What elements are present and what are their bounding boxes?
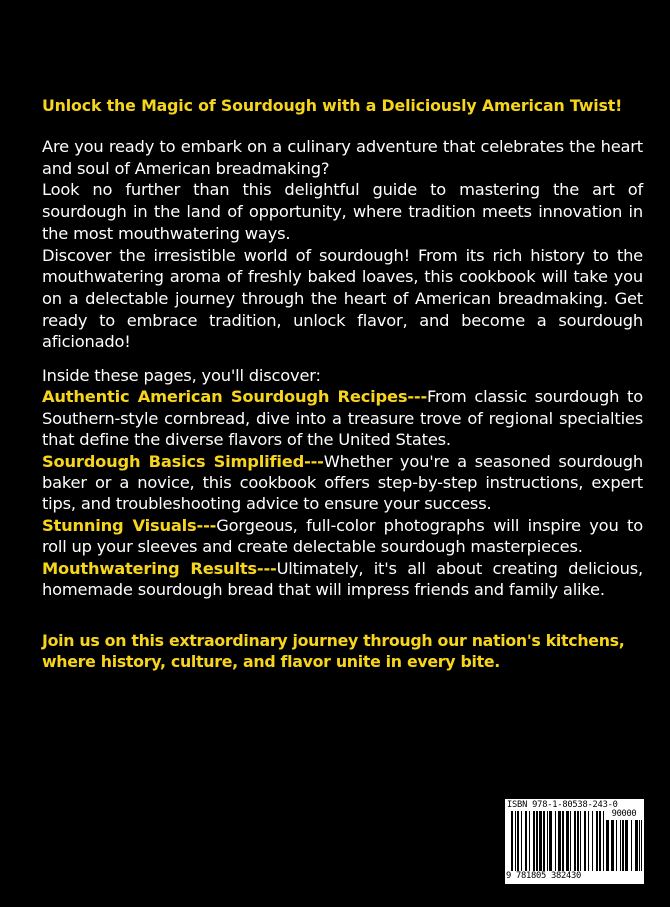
headline: Unlock the Magic of Sourdough with a Deliciously American Twist! — [42, 96, 623, 115]
features-section — [42, 365, 643, 600]
price-code: 90000 — [611, 809, 637, 819]
feature-text: From classic sourdough to Southern-style cornbread, dive into a treasure trove of regional specialties that define the diverse flavors of the United States. — [42, 387, 643, 450]
feature-label: Authentic American Sourdough Recipes--- — [42, 387, 427, 407]
feature-label: Mouthwatering Results--- — [42, 558, 277, 578]
intro-paragraph: Are you ready to embark on a culinary adventure that celebrates the heart and soul of American breadmaking? — [42, 137, 643, 178]
feature-item — [42, 386, 643, 450]
feature-text: Whether you're a seasoned sourdough baker or a novice, this cookbook offers step-by-step instructions, expert tips, and troubleshooting advice to ensure your success. — [42, 451, 643, 514]
isbn-label: ISBN 978-1-80538-243-0 — [507, 800, 618, 810]
barcode-addon-bars — [606, 820, 642, 871]
features-lead: Inside these pages, you'll discover: — [42, 366, 321, 385]
isbn-barcode — [505, 799, 644, 884]
intro-section — [42, 136, 643, 353]
feature-label: Sourdough Basics Simplified--- — [42, 451, 324, 471]
intro-paragraph: Discover the irresistible world of sourdough! From its rich history to the mouthwatering aroma of freshly baked loaves, this cookbook will take you on a delectable journey through the heart of American breadmaking. Get ready to embrace tradition, unlock flavor, and become a sourdough aficionado! — [42, 245, 643, 352]
feature-text: Ultimately, it's all about creating delicious, homemade sourdough bread that will impress friends and family alike. — [42, 558, 643, 600]
closing-statement — [42, 630, 643, 672]
feature-text: Gorgeous, full-color photographs will inspire you to roll up your sleeves and create delectable sourdough masterpieces. — [42, 515, 643, 557]
barcode-digits: 9 781805 382430 — [506, 871, 581, 881]
barcode-bars — [511, 811, 604, 871]
feature-label: Stunning Visuals--- — [42, 515, 217, 535]
feature-item — [42, 515, 643, 558]
feature-item — [42, 558, 643, 601]
intro-paragraph: Look no further than this delightful guide to mastering the art of sourdough in the land of opportunity, where tradition meets innovation in the most mouthwatering ways. — [42, 180, 643, 243]
feature-item — [42, 451, 643, 515]
closing-text: Join us on this extraordinary journey through our nation's kitchens, where history, culture, and flavor unite in every bite. — [42, 631, 625, 671]
